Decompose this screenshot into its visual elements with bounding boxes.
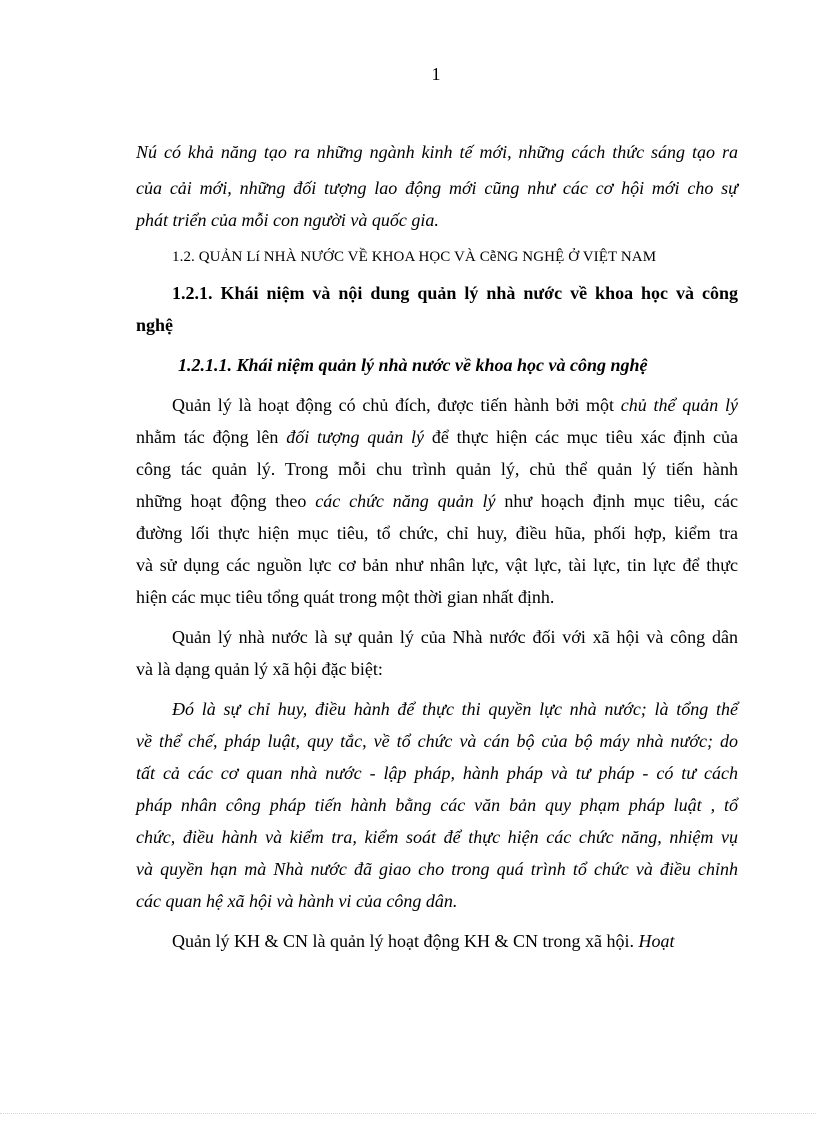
definition-emphasis: các chức năng quản lý xyxy=(315,491,496,511)
page-number: 1 xyxy=(431,64,441,84)
definition-emphasis: chủ thể quản lý xyxy=(620,395,738,415)
definition-line-7: hiện các mục tiêu tổng quát trong một thời gian nhất định. xyxy=(136,587,555,607)
definition-text: Quản lý là hoạt động có chủ đích, được tiến hành bởi một xyxy=(172,395,621,415)
intro-line-2: của cải mới, những đối tượng lao động mới cũng như các cơ hội mới cho sự xyxy=(136,178,738,198)
intro-line-3: phát triển của mỗi con người và quốc gia. xyxy=(136,210,439,230)
state-line-1: Quản lý nhà nước là sự quản lý của Nhà nước đối với xã hội và công dân xyxy=(172,627,738,647)
quote-line-2: về thể chế, pháp luật, quy tắc, về tổ chức và cán bộ của bộ máy nhà nước; do xyxy=(136,731,738,751)
quote-line-5: chức, điều hành và kiểm tra, kiểm soát để thực hiện các chức năng, nhiệm vụ xyxy=(136,827,738,847)
quote-line-3: tất cả các cơ quan nhà nước - lập pháp, hành pháp và tư pháp - có tư cách xyxy=(136,763,738,783)
definition-line-5: đường lối thực hiện mục tiêu, tổ chức, chỉ huy, điều hũa, phối hợp, kiểm tra xyxy=(136,523,738,543)
subsection-heading-line-1: 1.2.1. Khái niệm và nội dung quản lý nhà nước về khoa học và công xyxy=(172,283,738,303)
intro-line-1: Nú có khả năng tạo ra những ngành kinh tế mới, những cách thức sáng tạo ra xyxy=(136,142,738,162)
definition-line-2 xyxy=(136,425,738,449)
definition-line-1 xyxy=(172,393,738,417)
subsubsection-heading: 1.2.1.1. Khái niệm quản lý nhà nước về khoa học và công nghệ xyxy=(178,355,648,375)
last-paragraph-text: Quản lý KH & CN là quản lý hoạt động KH & CN trong xã hội. xyxy=(172,931,639,951)
quote-line-7: các quan hệ xã hội và hành vi của công dân. xyxy=(136,891,458,911)
definition-text: những hoạt động theo xyxy=(136,491,316,511)
quote-line-1: Đó là sự chỉ huy, điều hành để thực thi quyền lực nhà nước; là tổng thể xyxy=(172,699,738,719)
definition-line-6: và sử dụng các nguồn lực cơ bản như nhân lực, vật lực, tài lực, tin lực để thực xyxy=(136,555,738,575)
definition-emphasis: đối tượng quản lý xyxy=(286,427,425,447)
quote-line-4: pháp nhân công pháp tiến hành bằng các văn bản quy phạm pháp luật , tổ xyxy=(136,795,738,815)
page-bottom-divider xyxy=(0,1113,816,1114)
definition-line-4 xyxy=(136,489,738,513)
subsection-heading-line-2: nghệ xyxy=(136,315,174,335)
last-paragraph-italic-tail: Hoạt xyxy=(638,931,675,951)
definition-text: nhằm tác động lên xyxy=(136,427,287,447)
definition-text: để thực hiện các mục tiêu xác định của xyxy=(424,427,738,447)
state-line-2: và là dạng quản lý xã hội đặc biệt: xyxy=(136,659,383,679)
quote-line-6: và quyền hạn mà Nhà nước đã giao cho trong quá trình tổ chức và điều chỉnh xyxy=(136,859,738,879)
section-heading: 1.2. QUẢN Lí NHÀ NƯỚC VỀ KHOA HỌC VÀ CễNG NGHỆ Ở VIỆT NAM xyxy=(172,249,657,265)
definition-text: như hoạch định mục tiêu, các xyxy=(495,491,738,511)
last-paragraph-line-1 xyxy=(172,929,674,953)
definition-line-3: công tác quản lý. Trong mỗi chu trình quản lý, chủ thể quản lý tiến hành xyxy=(136,459,738,479)
